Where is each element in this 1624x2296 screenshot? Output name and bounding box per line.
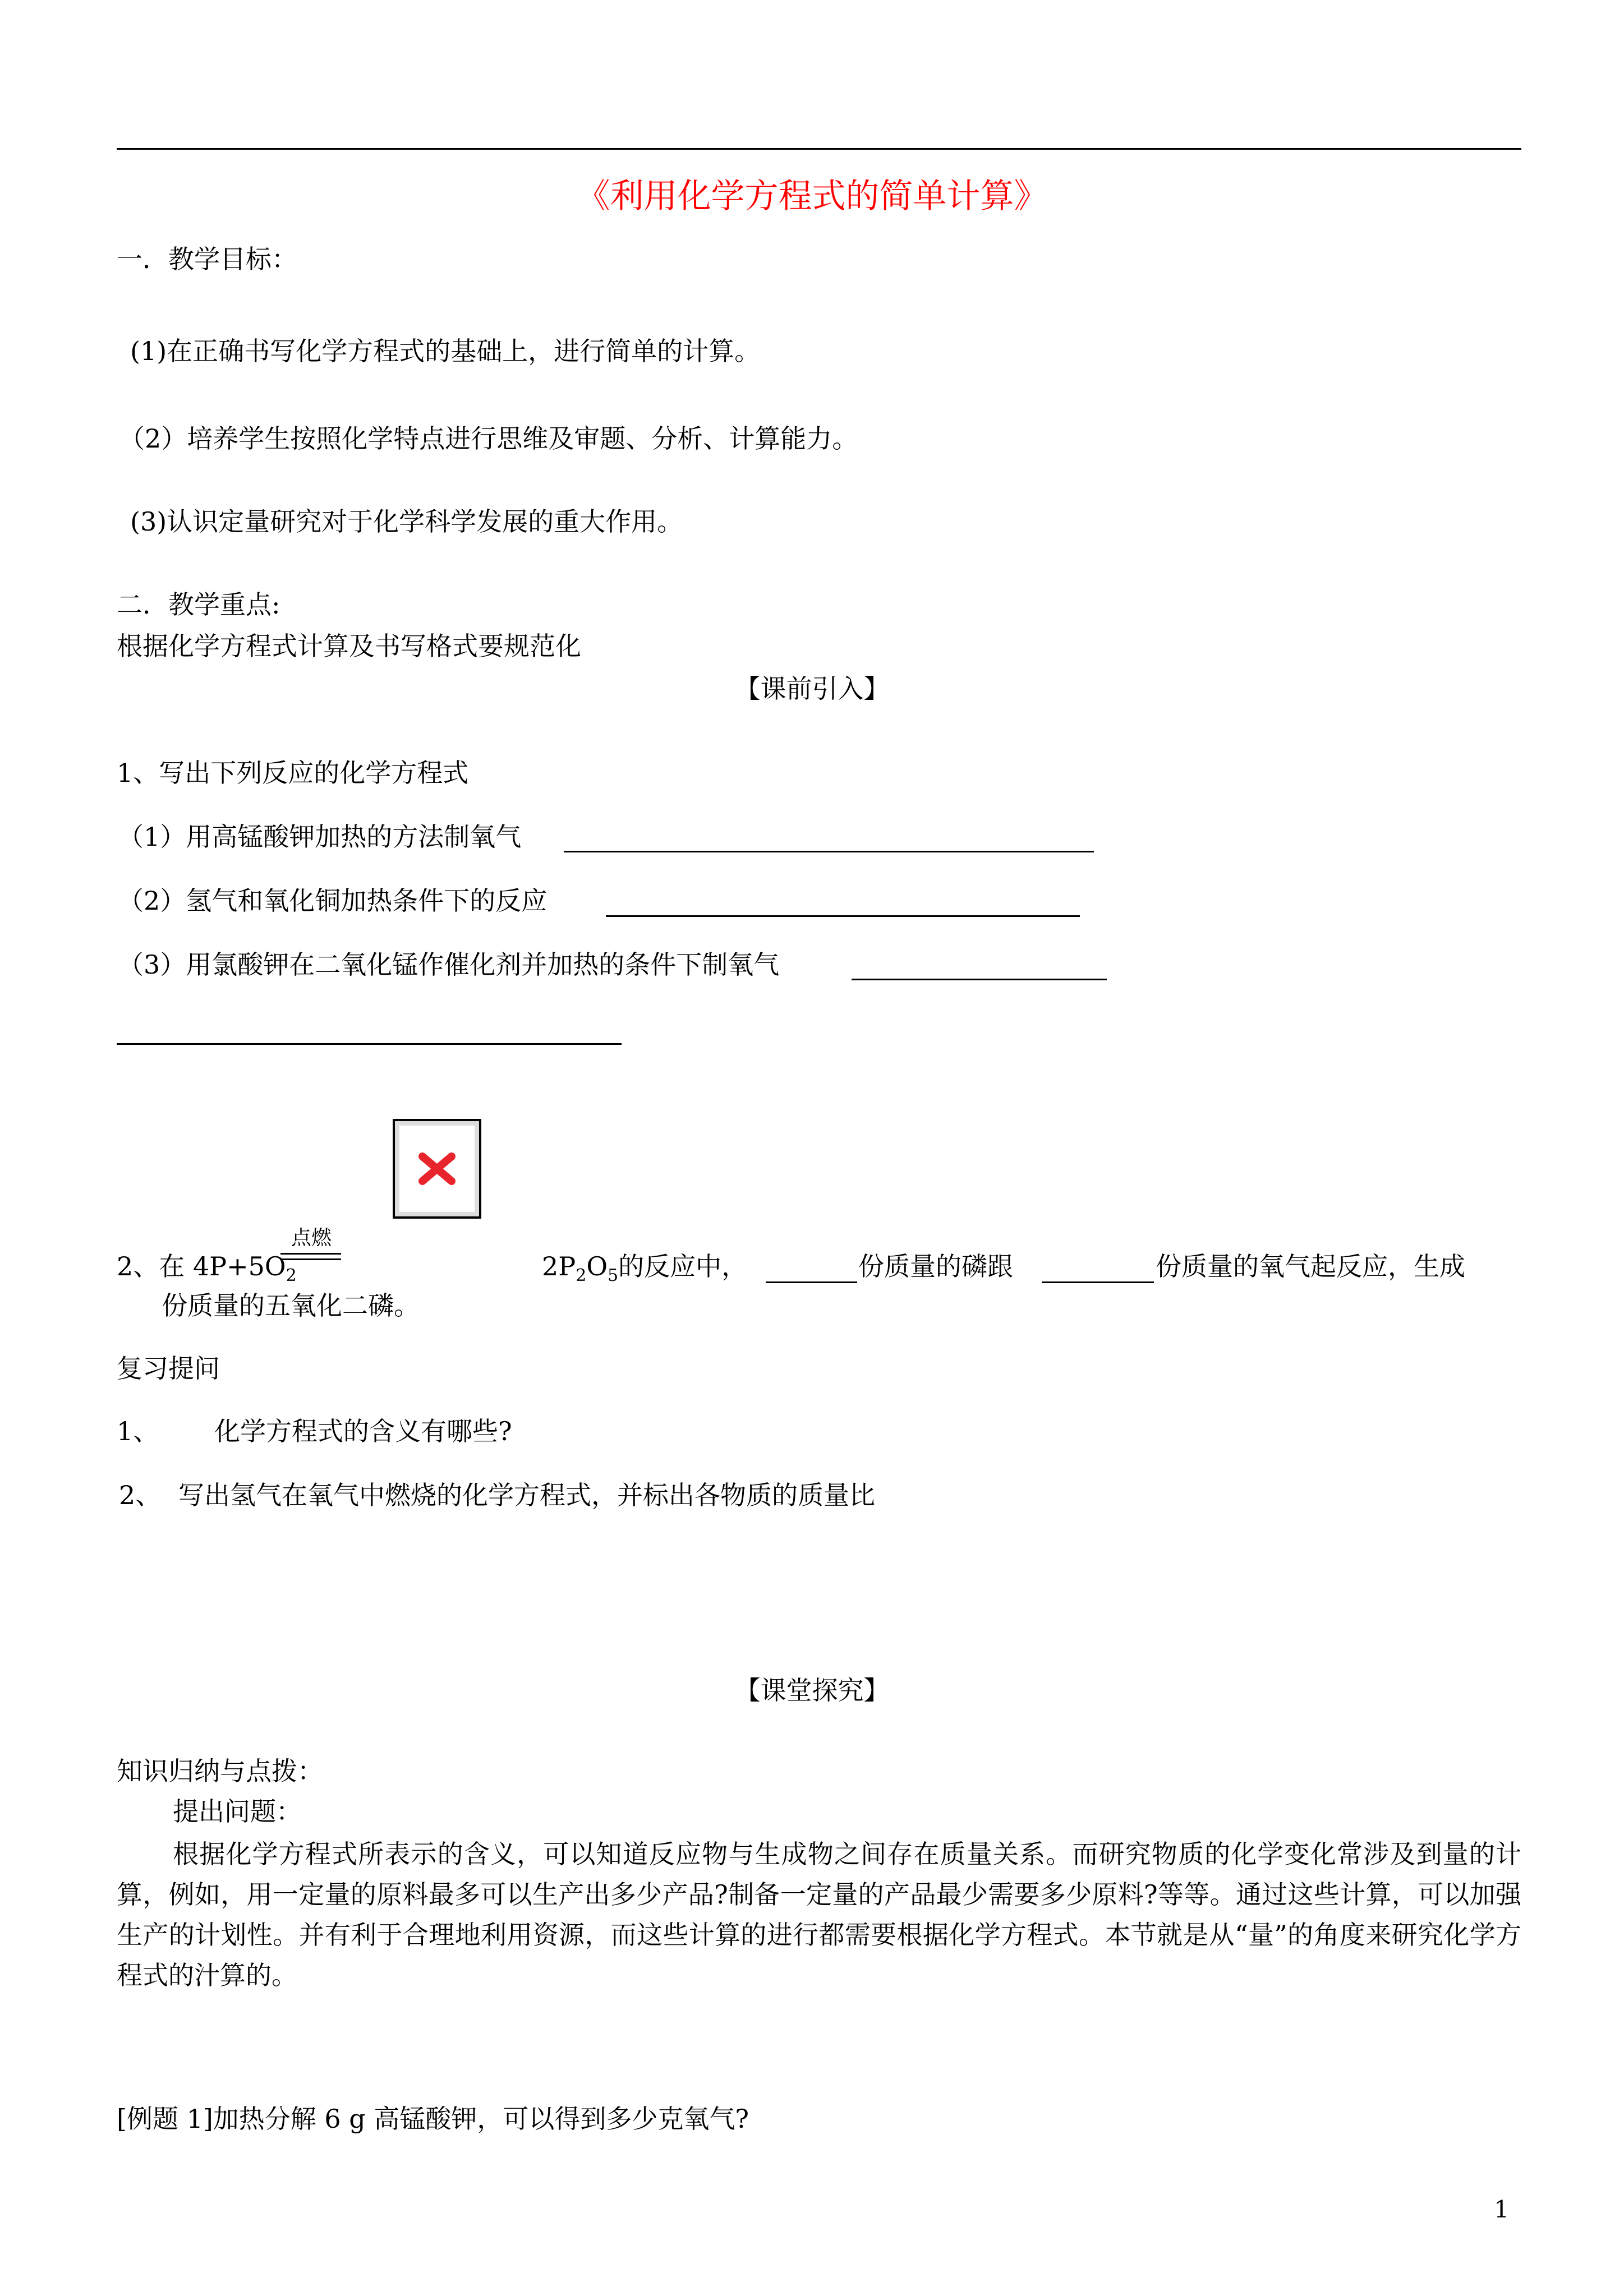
equation-product bbox=[542, 1250, 747, 1293]
broken-image-icon bbox=[393, 1119, 481, 1219]
intro-item-1: （1）用高锰酸钾加热的方法制氧气 bbox=[118, 822, 522, 852]
explore-heading: 【课堂探究】 bbox=[734, 1675, 890, 1705]
answer-blank-2[interactable] bbox=[606, 915, 1080, 917]
header-rule bbox=[117, 148, 1521, 150]
focus-heading: 二．教学重点: bbox=[117, 589, 280, 620]
explore-subheading: 知识归纳与点拨： bbox=[117, 1756, 323, 1786]
intro-item-3: （3）用氯酸钾在二氧化锰作催化剂并加热的条件下制氧气 bbox=[118, 949, 780, 980]
subscript-o2: 2 bbox=[286, 1266, 297, 1285]
intro-heading: 【课前引入】 bbox=[734, 674, 890, 704]
document-title: 《利用化学方程式的简单计算》 bbox=[576, 177, 1048, 216]
product-o: O bbox=[586, 1251, 608, 1281]
answer-blank-1[interactable] bbox=[564, 851, 1094, 852]
question-label: 提出问题： bbox=[173, 1796, 302, 1827]
review-heading: 复习提问 bbox=[117, 1353, 220, 1384]
subscript-p2: 2 bbox=[576, 1266, 587, 1285]
subscript-o5: 5 bbox=[608, 1266, 619, 1285]
example-1: [例题 1]加热分解 6 g 高锰酸钾，可以得到多少克氧气? bbox=[117, 2104, 749, 2134]
close-x-icon bbox=[415, 1146, 459, 1191]
review-num-1: 1、 bbox=[117, 1416, 159, 1446]
equation-prefix: 2、在 4P+5O bbox=[117, 1251, 286, 1281]
reaction-condition: 点燃 bbox=[291, 1227, 332, 1250]
equation-reactants bbox=[117, 1250, 297, 1293]
answer-blank-3b[interactable] bbox=[117, 1043, 622, 1045]
objectives-heading: 一．教学目标： bbox=[117, 244, 297, 274]
review-num-2: 2、 bbox=[119, 1480, 162, 1510]
intro-question-1: 1、写出下列反应的化学方程式 bbox=[117, 758, 469, 788]
product-p: 2P bbox=[542, 1251, 576, 1281]
q2-text-3: 份质量的氧气起反应，生成 bbox=[1156, 1251, 1465, 1281]
answer-blank-3a[interactable] bbox=[852, 979, 1107, 980]
explore-paragraph: 根据化学方程式所表示的含义，可以知道反应物与生成物之间存在质量关系。而研究物质的化学变化常涉及到量的计算，例如，用一定量的原料最多可以生产出多少产品?制备一定量的产品最少需要多少原料?等等。通过这些计算，可以加强生产的计划性。并有利于合理地利用资源，而这些计算的进行都需要根据化学方程式。本节就是从“量”的角度来研究化学方程式的汁算的。 bbox=[117, 1839, 1521, 1990]
q2-text-4: 份质量的五氧化二磷。 bbox=[162, 1290, 420, 1321]
review-item-2: 写出氢气在氧气中燃烧的化学方程式，并标出各物质的质量比 bbox=[178, 1480, 875, 1510]
focus-text: 根据化学方程式计算及书写格式要规范化 bbox=[117, 631, 581, 661]
q2-text-2: 份质量的磷跟 bbox=[858, 1251, 1013, 1281]
q2-text-1: 的反应中， bbox=[618, 1251, 748, 1281]
intro-item-2: （2）氢气和氧化铜加热条件下的反应 bbox=[118, 886, 548, 916]
answer-blank-oxygen[interactable] bbox=[1042, 1281, 1154, 1283]
review-item-1: 化学方程式的含义有哪些? bbox=[214, 1416, 512, 1446]
objective-item-1: (1)在正确书写化学方程式的基础上，进行简单的计算。 bbox=[130, 336, 761, 366]
page-number: 1 bbox=[1494, 2196, 1509, 2223]
objective-item-3: (3)认识定量研究对于化学科学发展的重大作用。 bbox=[130, 506, 683, 537]
objective-item-2: （2）培养学生按照化学特点进行思维及审题、分析、计算能力。 bbox=[119, 423, 858, 454]
answer-blank-phosphorus[interactable] bbox=[766, 1281, 857, 1283]
